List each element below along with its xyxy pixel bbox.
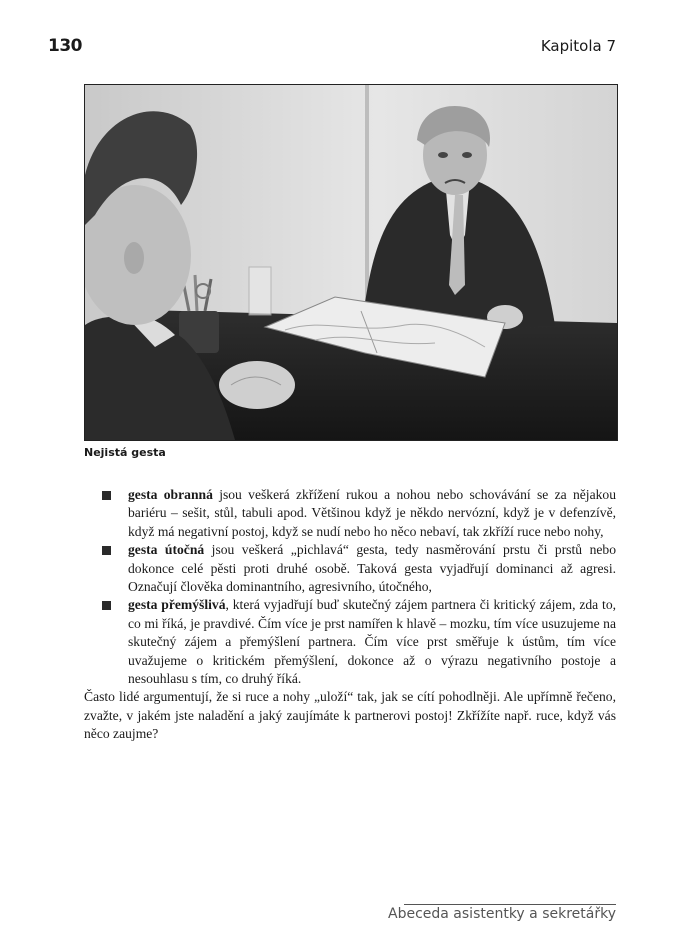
term-description: , která vyjadřují buď skutečný zájem partnera či kritický zájem, zda to, co mi říká, je pravdivé. Čím více je prst namířen k hlavě – mozku, tím více usuzujeme na skutečný zájem a přemýšlení partnera. Čím více prst směřuje k ústům, tím více uvažujeme o kritickém přemýšlení, dokonce až o výrazu negativního postoje a nesouhlasu s tím, co druhý říká. [128,597,617,687]
term-description: jsou veškerá „pichlavá“ gesta, tedy nasměrování prstu či prstů nebo dokonce celé pěsti proti druhé osobě. Taková gesta vyjadřují dominanci až agresi. Označují člověka dominantního, agresivního, útočného, [128,542,616,595]
main-text [84,486,616,744]
bullet-square-icon [102,491,111,500]
bullet-square-icon [102,601,111,610]
figure-caption: Nejistá gesta [84,446,166,459]
list-item-gesture-thoughtful [84,596,616,688]
photo [84,84,618,441]
chapter-title: Kapitola 7 [540,37,616,55]
term-bold: gesta útočná [128,542,205,558]
page-number: 130 [48,36,82,56]
footer-divider [404,904,616,905]
closing-paragraph: Často lidé argumentují, že si ruce a nohy „uloží“ tak, jak se cítí pohodlněji. Ale upřímně řečeno, zvažte, v jakém jste naladění a jaký zaujímáte k partnerovi postoj! Zkřížíte např. ruce, když vás něco zaujme? [84,689,616,742]
term-bold: gesta obranná [128,487,213,502]
list-item-gesture-defensive [84,486,616,541]
photo-illustration [85,85,617,440]
term-bold: gesta přemýšlivá [128,597,226,613]
list-item-gesture-aggressive [84,541,616,596]
footer-book-title: Abeceda asistentky a sekretářky [388,906,616,922]
term-description: jsou veškerá zkřížení rukou a nohou nebo schovávání se za nějakou bariéru – sešit, stůl, tabuli apod. Většinou když je někdo nervózní, když je v defenzívě, když má negativní postoj, když se nudí nebo ho něco nebaví, tak zkříží ruce nebo nohy, [128,487,617,539]
gesture-list [84,486,616,688]
bullet-square-icon [102,546,111,555]
